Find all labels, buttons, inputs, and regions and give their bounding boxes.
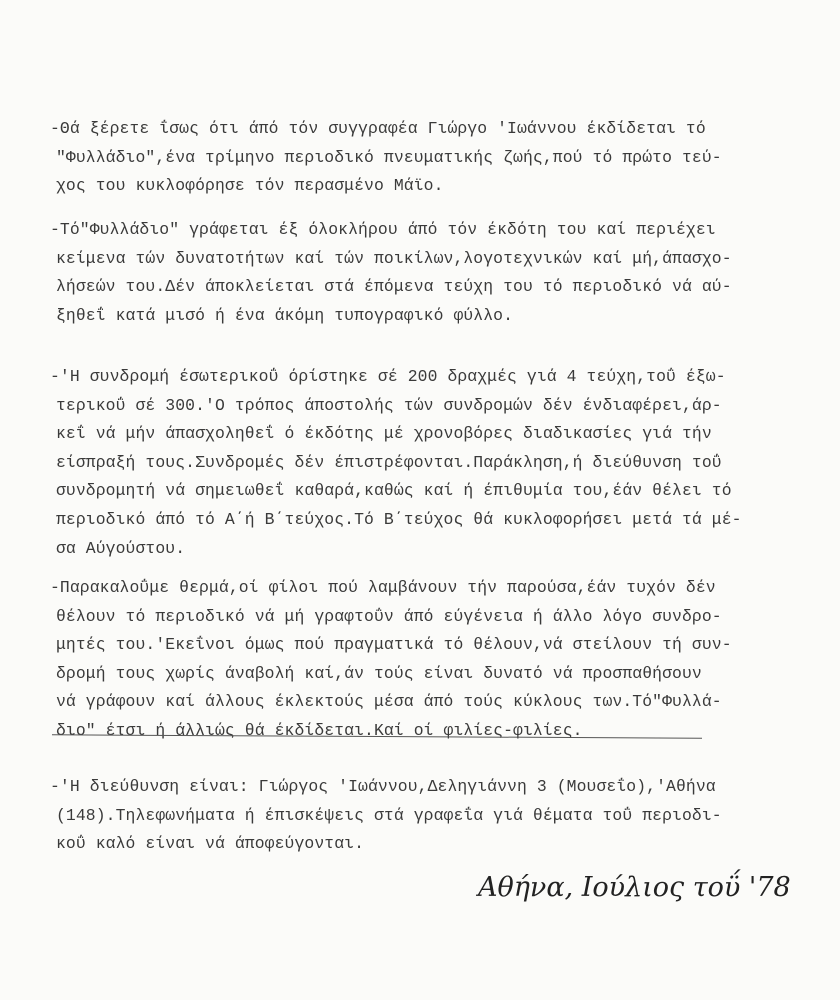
handwritten-signature-date: Αθήνα, Ιούλιος τοΰ '78 bbox=[478, 872, 791, 903]
text-line: νά γράφουν καί άλλους έκλεκτούς μέσα άπό τούς κύκλους των.Τό"Φυλλά- bbox=[56, 692, 722, 712]
text-line: -Παρακαλοΰμε θερμά,οί φίλοι πού λαμβάνουν τήν παρούσα,έάν τυχόν δέν bbox=[50, 578, 716, 597]
text-line: (148).Τηλεφωνήματα ή έπισκέψεις στά γραφεΐα γιά θέματα τοΰ περιοδι- bbox=[56, 805, 722, 825]
text-line: -Τό"Φυλλάδιο" γράφεται έξ όλοκλήρου άπό τόν έκδότη του καί περιέχει bbox=[50, 220, 716, 239]
text-line: είσπραξή τους.Συνδρομές δέν έπιστρέφονται.Παράκληση,ή διεύθυνση τοΰ bbox=[56, 452, 722, 472]
text-line: θέλουν τό περιοδικό νά μή γραφτοΰν άπό εύγένεια ή άλλο λόγο συνδρο- bbox=[56, 606, 722, 626]
text-line: μητές του.'Εκεΐνοι όμως πού πραγματικά τό θέλουν,νά στείλουν τή συν- bbox=[56, 635, 732, 655]
text-line: -'Η συνδρομή έσωτερικοΰ όρίστηκε σέ 200 δραχμές γιά 4 τεύχη,τοΰ έξω- bbox=[50, 367, 726, 386]
text-line: διο" έτσι ή άλλιώς θά έκδίδεται.Καί οί φιλίες-φιλίες. bbox=[56, 721, 583, 740]
text-line: "Φυλλάδιο",ένα τρίμηνο περιοδικό πνευματικής ζωής,πού τό πρώτο τεύ- bbox=[56, 147, 722, 167]
text-line: κείμενα τών δυνατοτήτων καί τών ποικίλων,λογοτεχνικών καί μή,άπασχο- bbox=[56, 248, 732, 268]
text-line: κεΐ νά μήν άπασχοληθεΐ ό έκδότης μέ χρονοβόρες διαδικασίες γιά τήν bbox=[56, 424, 712, 444]
text-line: -'Η διεύθυνση είναι: Γιώργος 'Ιωάννου,Δεληγιάννη 3 (Μουσεΐο),'Αθήνα bbox=[50, 777, 716, 796]
text-line: -Θά ξέρετε ΐσως ότι άπό τόν συγγραφέα Γιώργο 'Ιωάννου έκδίδεται τό bbox=[50, 119, 706, 138]
text-line: κοΰ καλό είναι νά άποφεύγονται. bbox=[56, 834, 365, 854]
text-line: ξηθεΐ κατά μισό ή ένα άκόμη τυπογραφικό φύλλο. bbox=[56, 305, 514, 325]
text-line: σα Αύγούστου. bbox=[56, 538, 186, 558]
text-line: λήσεών του.Δέν άποκλείεται στά έπόμενα τεύχη του τό περιοδικό νά αύ- bbox=[56, 277, 732, 297]
text-line: τερικοΰ σέ 300.'Ο τρόπος άποστολής τών συνδρομών δέν ένδιαφέρει,άρ- bbox=[56, 395, 722, 415]
text-line: χος του κυκλοφόρησε τόν περασμένο Μάϊο. bbox=[56, 176, 444, 196]
text-line: συνδρομητή νά σημειωθεΐ καθαρά,καθώς καί ή έπιθυμία του,έάν θέλει τό bbox=[56, 481, 732, 501]
text-line: περιοδικό άπό τό Α΄ή Β΄τεύχος.Τό Β΄τεύχος θά κυκλοφορήσει μετά τά μέ- bbox=[56, 510, 742, 529]
text-line: δρομή τους χωρίς άναβολή καί,άν τούς είναι δυνατό νά προσπαθήσουν bbox=[56, 663, 702, 683]
